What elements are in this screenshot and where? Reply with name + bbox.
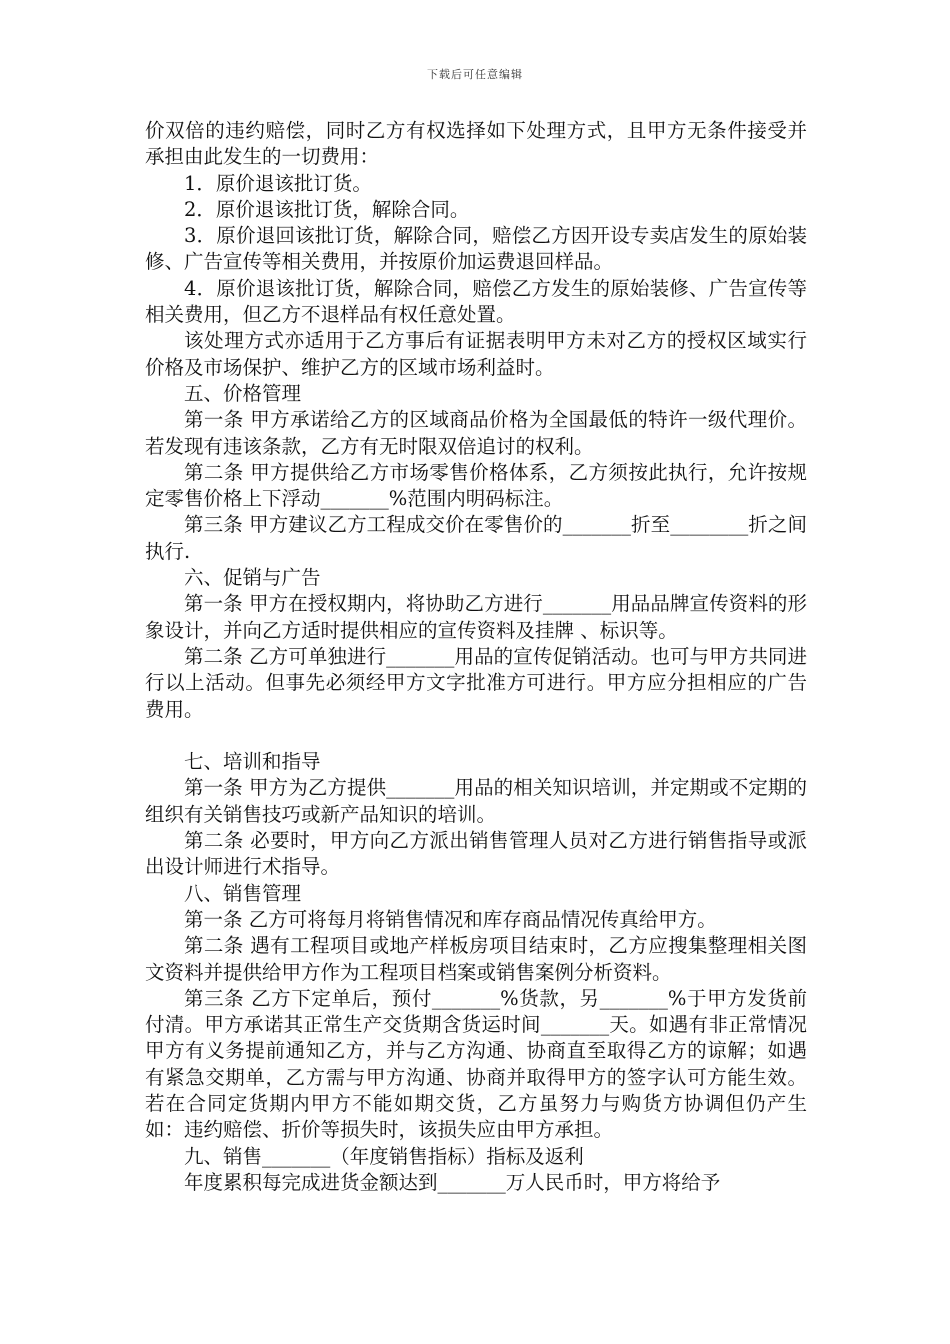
paragraph: 第二条 甲方提供给乙方市场零售价格体系，乙方须按此执行，允许按规定零售价格上下浮动_______%范围内明码标注。 bbox=[145, 460, 807, 511]
document-body bbox=[145, 118, 807, 1196]
paragraph: 第一条 甲方在授权期内，将协助乙方进行_______用品品牌宣传资料的形象设计，并向乙方适时提供相应的宣传资料及挂牌 、标识等。 bbox=[145, 592, 807, 642]
paragraph: 4．原价退该批订货，解除合同，赔偿乙方发生的原始装修、广告宣传等相关费用，但乙方不退样品有权任意处置。 bbox=[145, 276, 807, 327]
paragraph: 该处理方式亦适用于乙方事后有证据表明甲方未对乙方的授权区域实行价格及市场保护、维护乙方的区域市场利益时。 bbox=[145, 329, 807, 379]
paragraph: 七、培训和指导 bbox=[184, 750, 321, 774]
paragraph: 2．原价退该批订货，解除合同。 bbox=[184, 197, 470, 221]
paragraph: 九、销售_______（年度销售指标）指标及返利 bbox=[184, 1144, 584, 1168]
paragraph: 价双倍的违约赔偿，同时乙方有权选择如下处理方式，且甲方无条件接受并承担由此发生的一切费用： bbox=[145, 119, 807, 169]
page-header-note: 下载后可任意编辑 bbox=[427, 68, 523, 81]
paragraph: 八、销售管理 bbox=[184, 881, 302, 905]
paragraph: 第一条 甲方为乙方提供_______用品的相关知识培训，并定期或不定期的组织有关销售技巧或新产品知识的培训。 bbox=[145, 776, 807, 826]
paragraph: 第一条 甲方承诺给乙方的区域商品价格为全国最低的特许一级代理价。若发现有违该条款，乙方有无时限双倍追讨的权利。 bbox=[145, 408, 807, 458]
paragraph: 3．原价退回该批订货，解除合同，赔偿乙方因开设专卖店发生的原始装修、广告宣传等相关费用，并按原价加运费退回样品。 bbox=[145, 224, 807, 274]
paragraph: 1．原价退该批订货。 bbox=[184, 171, 372, 195]
paragraph: 年度累积每完成进货金额达到_______万人民币时，甲方将给予 bbox=[184, 1170, 721, 1194]
paragraph: 第三条 乙方下定单后，预付_______%货款，另_______%于甲方发货前付清。甲方承诺其正常生产交货期含货运时间_______天。如遇有非正常情况甲方有义务提前通知乙方，并与乙方沟通、协商直至取得乙方的谅解；如遇有紧急交期单，乙方需与甲方沟通、协商并取得甲方的签字认可方能生效。若在合同定货期内甲方不能如期交货，乙方虽努力与购货方协调但仍产生如：违约赔偿、折价等损失时，该损失应由甲方承担。 bbox=[145, 986, 807, 1142]
paragraph: 第三条 甲方建议乙方工程成交价在零售价的_______折至________折之间执行. bbox=[145, 513, 807, 563]
blank-line bbox=[145, 723, 807, 749]
paragraph: 第二条 必要时，甲方向乙方派出销售管理人员对乙方进行销售指导或派出设计师进行术指导。 bbox=[145, 829, 807, 879]
paragraph: 第二条 遇有工程项目或地产样板房项目结束时，乙方应搜集整理相关图文资料并提供给甲方作为工程项目档案或销售案例分析资料。 bbox=[145, 934, 807, 984]
paragraph: 第一条 乙方可将每月将销售情况和库存商品情况传真给甲方。 bbox=[184, 907, 717, 931]
paragraph: 六、促销与广告 bbox=[184, 566, 321, 590]
paragraph: 五、价格管理 bbox=[184, 381, 302, 405]
paragraph: 第二条 乙方可单独进行_______用品的宣传促销活动。也可与甲方共同进行以上活动。但事先必须经甲方文字批准方可进行。甲方应分担相应的广告费用。 bbox=[145, 644, 807, 721]
